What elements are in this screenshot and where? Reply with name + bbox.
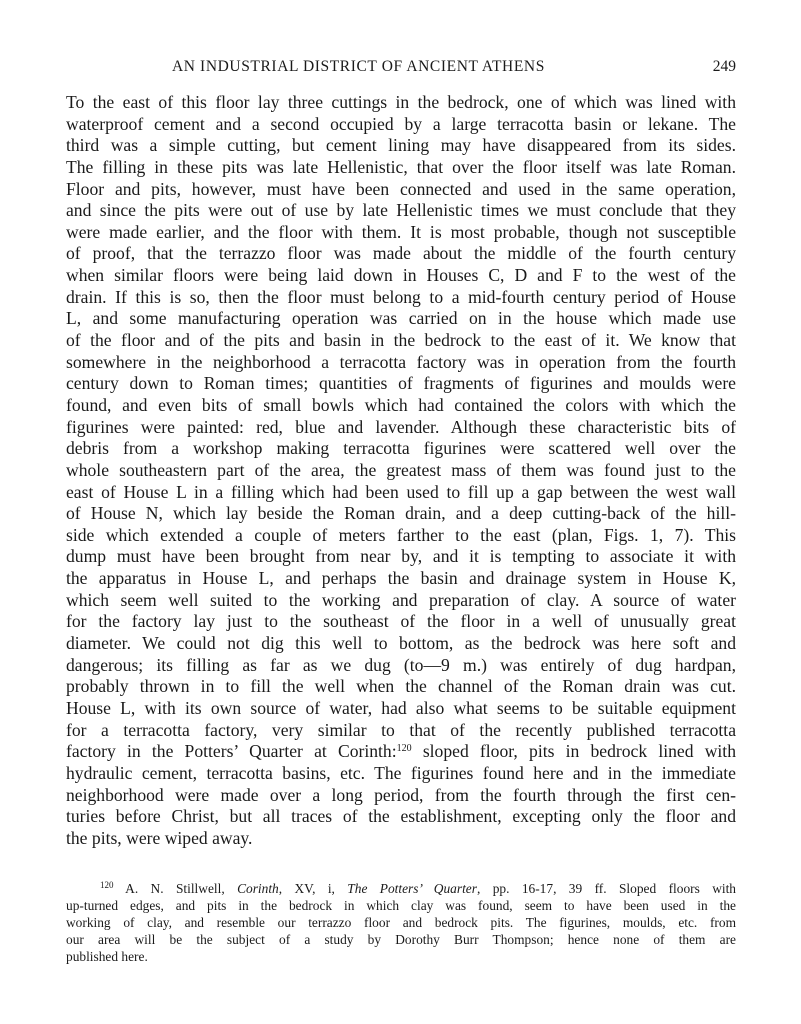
text-line: dump must have been brought from near by, and it is tempting to associate it with	[66, 546, 736, 567]
text-line: hydraulic cement, terracotta basins, etc. The figurines found here and in the immediate	[66, 762, 736, 783]
text-line: were made earlier, and the floor with them. It is most probable, though not susceptible	[66, 221, 736, 242]
footnote-rest: , pp. 16-17, 39 ff. Sloped floors with	[476, 881, 737, 896]
page-number: 249	[712, 58, 736, 75]
text-line: found, and even bits of small bowls which had contained the colors with which the	[66, 394, 736, 415]
text-line: somewhere in the neighborhood a terracotta factory was in operation from the fourth	[66, 351, 736, 372]
footnote-number: 120	[100, 880, 114, 890]
text-line: which seem well suited to the working and preparation of clay. A source of water	[66, 589, 736, 610]
text-line: The filling in these pits was late Hellenistic, that over the floor itself was late Roman.	[66, 156, 736, 177]
body-text	[66, 92, 736, 849]
text-line: House L, with its own source of water, had also what seems to be suitable equipment	[66, 697, 736, 718]
text-line: of the floor and of the pits and basin in the bedrock to the east of it. We know that	[66, 330, 736, 351]
footnote	[66, 880, 736, 965]
footnote-work-title: Corinth	[237, 881, 279, 896]
text-line: debris from a workshop making terracotta figurines were scattered well over the	[66, 438, 736, 459]
text-line: Floor and pits, however, must have been connected and used in the same operation,	[66, 178, 736, 199]
text-line: neighborhood were made over a long period, from the fourth through the first cen-	[66, 784, 736, 805]
footnote-first-line	[66, 880, 736, 897]
text-line: figurines were painted: red, blue and lavender. Although these characteristic bits of	[66, 416, 736, 437]
text-line: whole southeastern part of the area, the greatest mass of them was found just to the	[66, 459, 736, 480]
footnote-subtitle: The Potters’ Quarter	[347, 881, 477, 896]
text-line: for the factory lay just to the southeast of the floor in a well of unusually great	[66, 611, 736, 632]
text-line: of House N, which lay beside the Roman drain, and a deep cutting-back of the hill-	[66, 503, 736, 524]
text-line: for a terracotta factory, very similar to that of the recently published terracotta	[66, 719, 736, 740]
text-line-with-footnote-ref	[66, 741, 736, 763]
text-line: dangerous; its filling as far as we dug (to—9 m.) was entirely of dug hardpan,	[66, 654, 736, 675]
footnote-line: our area will be the subject of a study by Dorothy Burr Thompson; hence none of them are	[66, 932, 736, 947]
text-line: of proof, that the terrazzo floor was made about the middle of the fourth century	[66, 243, 736, 264]
text-line: diameter. We could not dig this well to bottom, as the bedrock was here soft and	[66, 633, 736, 654]
text-line: and since the pits were out of use by late Hellenistic times we must conclude that they	[66, 200, 736, 221]
footnote-ref-marker[interactable]: 120	[396, 743, 412, 755]
text-line: the apparatus in House L, and perhaps the basin and drainage system in House K,	[66, 568, 736, 589]
footnote-line: up-turned edges, and pits in the bedrock in which clay was found, seem to have been used in the	[66, 898, 736, 913]
text-line: the pits, were wiped away.	[66, 827, 253, 848]
footnote-author: A. N. Stillwell,	[113, 881, 238, 896]
footnote-line: working of clay, and resemble our terrazzo floor and bedrock pits. The figurines, moulds, etc. from	[66, 915, 736, 930]
text-line: drain. If this is so, then the floor must belong to a mid-fourth century period of House	[66, 286, 736, 307]
running-title: AN INDUSTRIAL DISTRICT OF ANCIENT ATHENS	[172, 58, 545, 75]
ref-line-before: factory in the Potters’ Quarter at Corinth:	[66, 741, 397, 762]
text-line: probably thrown in to fill the well when the channel of the Roman drain was cut.	[66, 676, 736, 697]
footnote-volume: , XV, i,	[278, 881, 348, 896]
text-line: To the east of this floor lay three cuttings in the bedrock, one of which was lined with	[66, 92, 736, 112]
footnote-line: published here.	[66, 949, 148, 964]
text-line: L, and some manufacturing operation was carried on in the house which made use	[66, 308, 736, 329]
text-line: side which extended a couple of meters farther to the east (plan, Figs. 1, 7). This	[66, 524, 736, 545]
text-line: third was a simple cutting, but cement lining may have disappeared from its sides.	[66, 135, 736, 156]
text-line: when similar floors were being laid down in Houses C, D and F to the west of the	[66, 265, 736, 286]
text-line: century down to Roman times; quantities of fragments of figurines and moulds were	[66, 373, 736, 394]
text-line: turies before Christ, but all traces of the establishment, excepting only the floor and	[66, 806, 736, 827]
text-line: waterproof cement and a second occupied by a large terracotta basin or lekane. The	[66, 113, 736, 134]
running-head	[66, 58, 736, 80]
ref-line-after: sloped floor, pits in bedrock lined with	[411, 741, 736, 762]
text-line: east of House L in a filling which had been used to fill up a gap between the west wall	[66, 481, 736, 502]
